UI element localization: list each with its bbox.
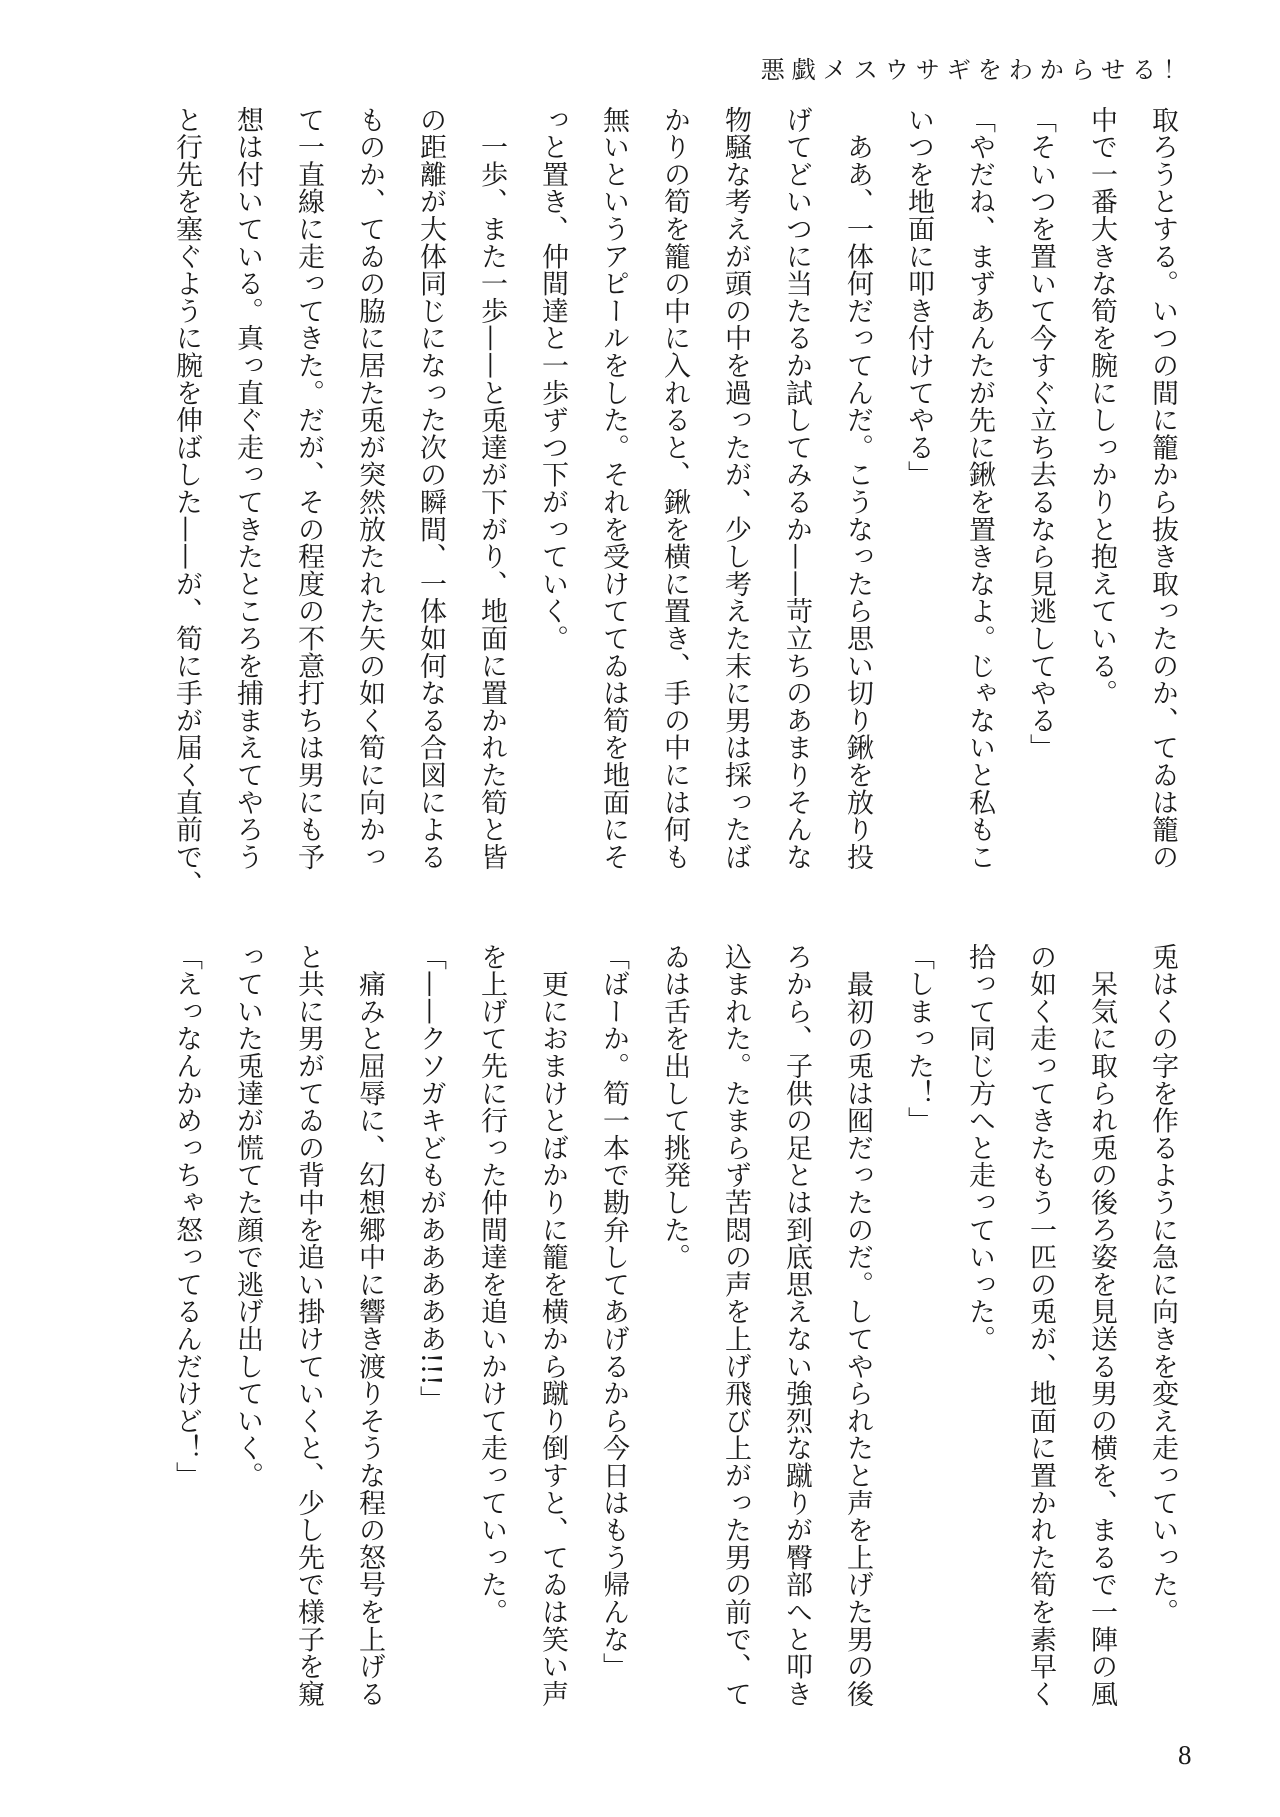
text-column: の距離が大体同じになった次の瞬間、一体如何なる合図による <box>415 106 446 871</box>
text-column: 一歩、また一歩——と兎達が下がり、地面に置かれた筍と皆 <box>476 106 507 871</box>
text-column: 「そいつを置いて今すぐ立ち去るなら見逃してやる」 <box>1025 106 1056 762</box>
text-column: と行先を塞ぐように腕を伸ばした——が、筍に手が届く直前で、 <box>171 106 202 898</box>
text-column: の如く走ってきたもう一匹の兎が、地面に置かれた筍を素早く <box>1025 943 1056 1708</box>
text-column: て一直線に走ってきた。だが、その程度の不意打ちは男にも予 <box>293 106 324 871</box>
text-column: を上げて先に行った仲間達を追いかけて走っていった。 <box>476 943 507 1626</box>
text-column: 拾って同じ方へと走っていった。 <box>964 943 995 1353</box>
text-column: 「やだね、まずあんたが先に鍬を置きなよ。じゃないと私もこ <box>964 106 995 871</box>
running-header-title: 悪戯メスウサギをわからせる！ <box>760 56 1194 84</box>
text-column: 更におまけとばかりに籠を横から蹴り倒すと、てゐは笑い声 <box>537 943 568 1708</box>
text-column: 兎はくの字を作るように急に向きを変え走っていった。 <box>1147 943 1178 1626</box>
text-column: 込まれた。たまらず苦悶の声を上げ飛び上がった男の前で、て <box>720 943 751 1708</box>
text-column: 痛みと屈辱に、幻想郷中に響き渡りそうな程の怒号を上げる <box>354 943 385 1708</box>
text-column: げてどいつに当たるか試してみるか——苛立ちのあまりそんな <box>781 106 812 871</box>
text-column: いつを地面に叩き付けてやる」 <box>903 106 934 489</box>
text-column: っていた兎達が慌てた顔で逃げ出していく。 <box>232 943 263 1489</box>
text-column: 取ろうとする。いつの間に籠から抜き取ったのか、てゐは籠の <box>1147 106 1178 871</box>
text-column: っと置き、仲間達と一歩ずつ下がっていく。 <box>537 106 568 652</box>
text-column: 中で一番大きな筍を腕にしっかりと抱えている。 <box>1086 106 1117 707</box>
text-column: 「えっなんかめっちゃ怒ってるんだけど！」 <box>171 943 202 1489</box>
text-column: 物騒な考えが頭の中を過ったが、少し考えた末に男は採ったば <box>720 106 751 871</box>
text-column: 「ばーか。筍一本で勘弁してあげるから今日はもう帰んな」 <box>598 943 629 1681</box>
text-column: 最初の兎は囮だったのだ。してやられたと声を上げた男の後 <box>842 943 873 1708</box>
text-column: ろから、子供の足とは到底思えない強烈な蹴りが臀部へと叩き <box>781 943 812 1708</box>
text-column: ものか、てゐの脇に居た兎が突然放たれた矢の如く筍に向かっ <box>354 106 385 871</box>
text-column: ゐは舌を出して挑発した。 <box>659 943 690 1271</box>
text-column: 呆気に取られ兎の後ろ姿を見送る男の横を、まるで一陣の風 <box>1086 943 1117 1708</box>
text-column: ああ、一体何だってんだ。こうなったら思い切り鍬を放り投 <box>842 106 873 871</box>
text-column: 「——クソガキどもがあああああ!!!」 <box>415 943 446 1414</box>
text-column: 想は付いている。真っ直ぐ走ってきたところを捕まえてやろう <box>232 106 263 871</box>
page-number: 8 <box>1178 1740 1192 1770</box>
text-column: 「しまった！」 <box>903 943 934 1135</box>
text-column: と共に男がてゐの背中を追い掛けていくと、少し先で様子を窺 <box>293 943 324 1708</box>
text-column: 無いというアピールをした。それを受けててゐは筍を地面にそ <box>598 106 629 871</box>
upper-text-block <box>156 106 1193 898</box>
lower-text-block <box>156 943 1193 1713</box>
text-column: かりの筍を籠の中に入れると、鍬を横に置き、手の中には何も <box>659 106 690 871</box>
